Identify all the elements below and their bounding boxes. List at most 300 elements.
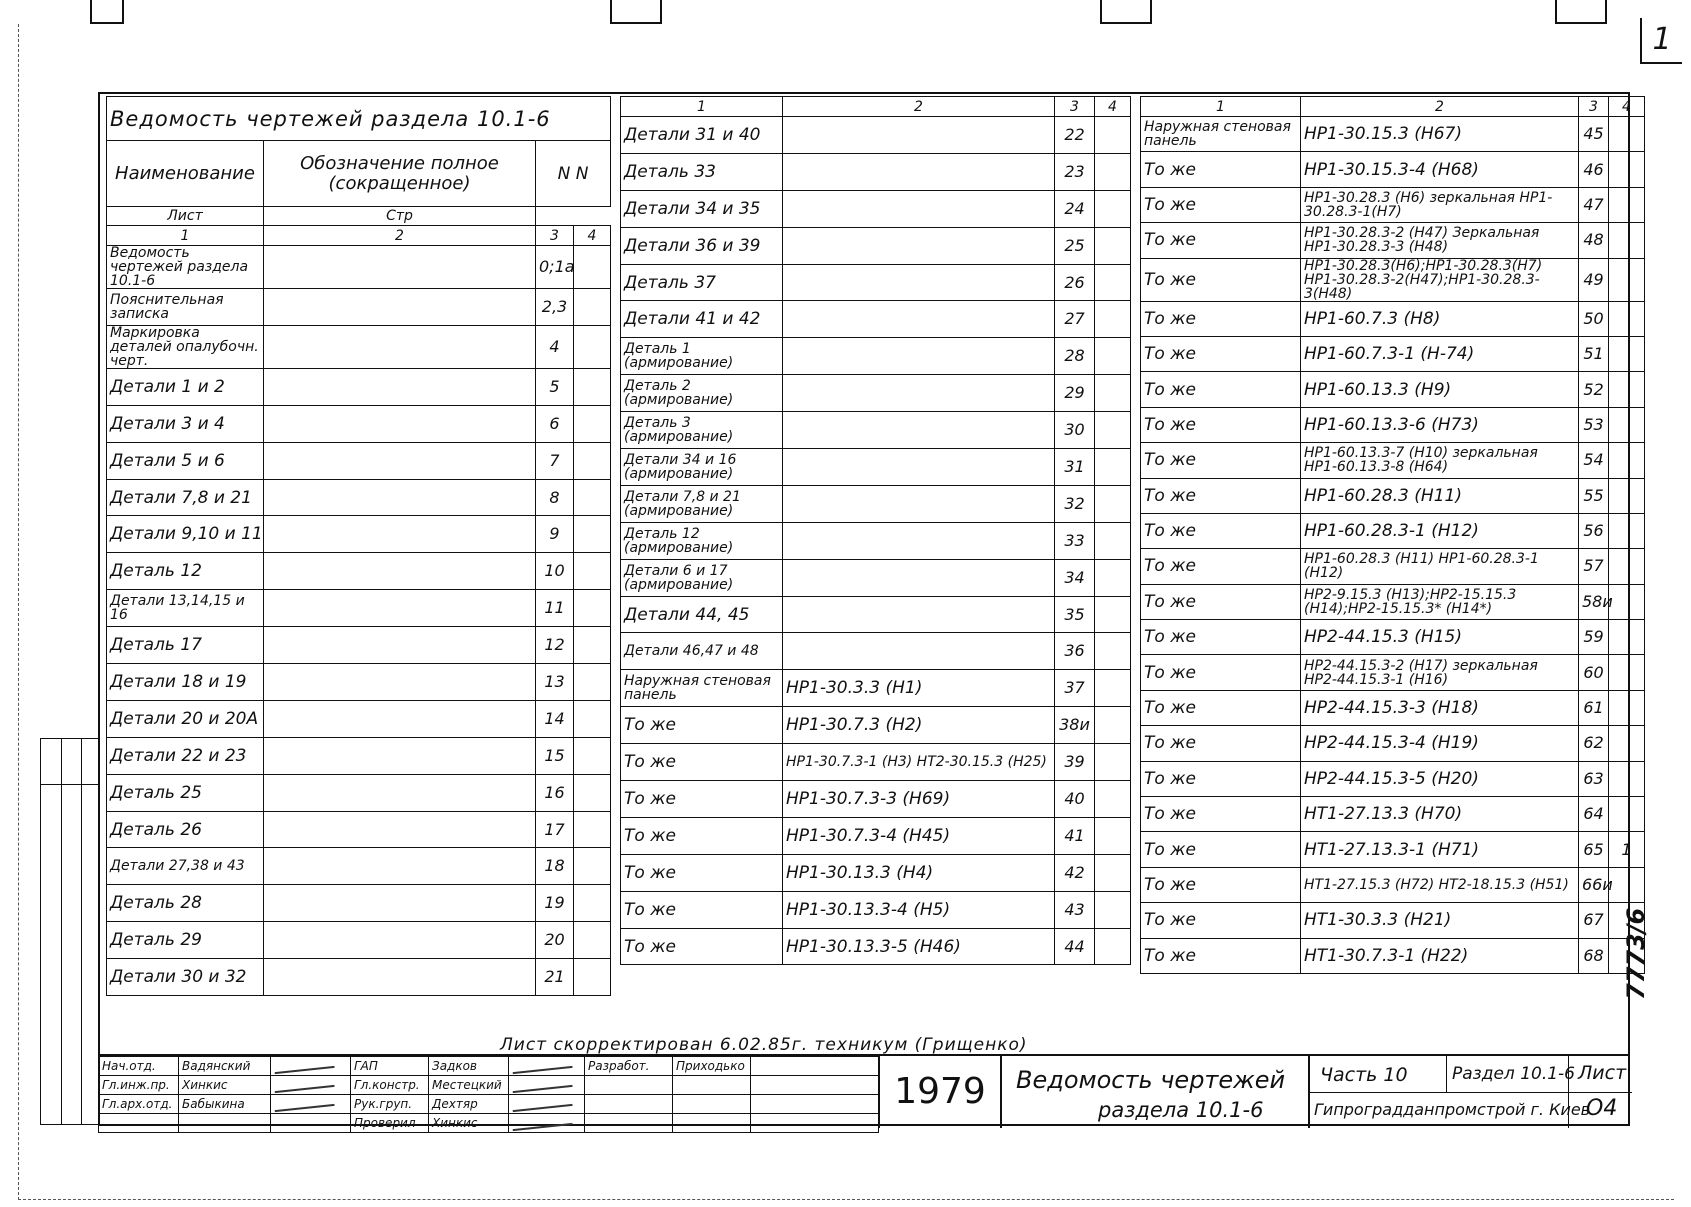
table-row xyxy=(107,590,611,627)
row-sheet-number: 11 xyxy=(536,590,574,627)
row-name: Детали 41 и 42 xyxy=(621,301,783,338)
row-designation xyxy=(264,737,536,774)
row-page-number xyxy=(574,811,611,848)
table-row xyxy=(621,891,1131,928)
row-designation xyxy=(783,633,1055,670)
row-sheet-number: 50 xyxy=(1579,301,1609,336)
row-page-number xyxy=(1095,227,1131,264)
stamp-right xyxy=(1308,1056,1632,1128)
signature-name: Хинкис xyxy=(429,1114,509,1133)
row-designation: НР1-60.13.3 (Н9) xyxy=(1301,372,1579,407)
empty-cell xyxy=(751,1076,879,1095)
row-sheet-number: 13 xyxy=(536,664,574,701)
table-row xyxy=(1141,620,1645,655)
row-name: То же xyxy=(621,817,783,854)
row-sheet-number: 31 xyxy=(1055,449,1095,486)
table-row xyxy=(621,485,1131,522)
row-designation: НР2-44.15.3-4 (Н19) xyxy=(1301,726,1579,761)
signature-role: ГАП xyxy=(351,1057,429,1076)
developer-name: Приходько xyxy=(673,1057,751,1076)
row-sheet-number: 56 xyxy=(1579,513,1609,548)
table-row xyxy=(1141,867,1645,902)
table-row xyxy=(1141,152,1645,187)
table-row xyxy=(107,479,611,516)
row-designation xyxy=(783,596,1055,633)
table-row xyxy=(107,700,611,737)
table-row xyxy=(107,885,611,922)
row-designation: НТ1-27.13.3 (Н70) xyxy=(1301,797,1579,832)
row-designation: НР1-30.3.3 (Н1) xyxy=(783,670,1055,707)
row-sheet-number: 54 xyxy=(1579,443,1609,478)
drawings-list-table-left xyxy=(106,96,611,996)
row-page-number xyxy=(1095,744,1131,781)
row-designation: НР1-60.13.3-7 (Н10) зеркальная НР1-60.13.3-8 (Н64) xyxy=(1301,443,1579,478)
row-page-number xyxy=(574,664,611,701)
row-designation xyxy=(783,375,1055,412)
archive-code: 7773/6 xyxy=(1622,907,1650,1000)
row-name: Детали 34 и 16 (армирование) xyxy=(621,449,783,486)
table-row xyxy=(1141,549,1645,584)
row-name: Детали 13,14,15 и 16 xyxy=(107,590,264,627)
row-name: То же xyxy=(1141,761,1301,796)
row-designation xyxy=(783,301,1055,338)
table-row xyxy=(621,227,1131,264)
row-sheet-number: 44 xyxy=(1055,928,1095,965)
row-sheet-number: 17 xyxy=(536,811,574,848)
table-row xyxy=(107,959,611,996)
row-page-number xyxy=(574,774,611,811)
signature-mark xyxy=(271,1114,351,1133)
row-page-number xyxy=(574,700,611,737)
row-page-number xyxy=(1609,117,1645,152)
row-name: То же xyxy=(1141,187,1301,222)
column-number: 2 xyxy=(1301,97,1579,117)
empty-cell xyxy=(751,1057,879,1076)
row-name: Деталь 29 xyxy=(107,922,264,959)
title-block xyxy=(98,1054,1630,1128)
signature-mark xyxy=(271,1076,351,1095)
row-sheet-number: 34 xyxy=(1055,559,1095,596)
signature-role xyxy=(99,1114,179,1133)
row-name: То же xyxy=(1141,549,1301,584)
table-row xyxy=(621,190,1131,227)
row-designation xyxy=(264,664,536,701)
signatures-table xyxy=(98,1056,879,1133)
row-designation xyxy=(264,590,536,627)
table-row xyxy=(621,412,1131,449)
row-sheet-number: 52 xyxy=(1579,372,1609,407)
column-number: 4 xyxy=(1609,97,1645,117)
row-page-number xyxy=(574,516,611,553)
stamp-organization: Гипроградданпромстрой г. Киев xyxy=(1314,1100,1591,1119)
row-page-number xyxy=(574,922,611,959)
row-designation: НР1-30.7.3-4 (Н45) xyxy=(783,817,1055,854)
row-page-number xyxy=(574,479,611,516)
row-designation xyxy=(783,449,1055,486)
table-row xyxy=(1141,187,1645,222)
row-sheet-number: 67 xyxy=(1579,903,1609,938)
row-name: То же xyxy=(1141,478,1301,513)
row-name: Детали 18 и 19 xyxy=(107,664,264,701)
row-page-number xyxy=(1609,761,1645,796)
table-row xyxy=(1141,117,1645,152)
table-row xyxy=(107,627,611,664)
row-page-number xyxy=(1095,559,1131,596)
row-designation xyxy=(783,412,1055,449)
row-sheet-number: 57 xyxy=(1579,549,1609,584)
row-name: То же xyxy=(1141,797,1301,832)
row-sheet-number: 58и xyxy=(1579,584,1609,619)
row-page-number xyxy=(1609,152,1645,187)
row-page-number xyxy=(574,590,611,627)
stamp-year: 1979 xyxy=(878,1056,1002,1128)
row-designation xyxy=(783,485,1055,522)
row-designation xyxy=(783,264,1055,301)
row-page-number xyxy=(1609,797,1645,832)
table-row xyxy=(1141,761,1645,796)
signature-name xyxy=(179,1114,271,1133)
table-row xyxy=(621,375,1131,412)
table-row xyxy=(107,811,611,848)
table-row xyxy=(621,744,1131,781)
row-name: Деталь 33 xyxy=(621,153,783,190)
row-name: То же xyxy=(621,928,783,965)
stamp-section: Раздел 10.1-6 xyxy=(1452,1064,1575,1084)
table-row xyxy=(621,338,1131,375)
row-name: Детали 46,47 и 48 xyxy=(621,633,783,670)
row-designation xyxy=(783,190,1055,227)
signature-name: Хинкис xyxy=(179,1076,271,1095)
signature-name: Задков xyxy=(429,1057,509,1076)
row-page-number xyxy=(1095,449,1131,486)
row-name: Пояснительная записка xyxy=(107,289,264,326)
table-row xyxy=(1141,372,1645,407)
table-row xyxy=(1141,443,1645,478)
row-page-number xyxy=(1095,928,1131,965)
empty-cell xyxy=(751,1095,879,1114)
row-page-number xyxy=(574,737,611,774)
row-page-number xyxy=(1609,478,1645,513)
table-row xyxy=(1141,903,1645,938)
row-name: То же xyxy=(1141,258,1301,301)
row-page-number xyxy=(1609,301,1645,336)
signature-role: Нач.отд. xyxy=(99,1057,179,1076)
row-sheet-number: 22 xyxy=(1055,117,1095,154)
row-page-number xyxy=(1095,854,1131,891)
row-designation xyxy=(264,405,536,442)
empty-cell xyxy=(585,1114,673,1133)
row-page-number xyxy=(1095,153,1131,190)
row-sheet-number: 12 xyxy=(536,627,574,664)
signature-role: Гл.констр. xyxy=(351,1076,429,1095)
column-number: 1 xyxy=(1141,97,1301,117)
column-number: 1 xyxy=(621,97,783,117)
row-name: То же xyxy=(1141,903,1301,938)
column-number: 2 xyxy=(783,97,1055,117)
row-name: То же xyxy=(621,891,783,928)
row-page-number xyxy=(1609,443,1645,478)
table-row xyxy=(621,707,1131,744)
row-sheet-number: 48 xyxy=(1579,223,1609,258)
stamp-title-line2: раздела 10.1-6 xyxy=(1098,1098,1264,1122)
row-sheet-number: 24 xyxy=(1055,190,1095,227)
table-row xyxy=(1141,797,1645,832)
table-row xyxy=(1141,258,1645,301)
row-name: То же xyxy=(1141,655,1301,690)
row-name: То же xyxy=(1141,372,1301,407)
row-page-number xyxy=(1609,407,1645,442)
row-sheet-number: 9 xyxy=(536,516,574,553)
row-page-number xyxy=(574,325,611,368)
column-numbers-row xyxy=(107,226,611,246)
binding-tab-left xyxy=(90,0,124,24)
table-row xyxy=(621,781,1131,818)
row-sheet-number: 6 xyxy=(536,405,574,442)
left-binding-strip xyxy=(40,738,99,1125)
stamp-sheet-label: Лист xyxy=(1578,1062,1627,1084)
row-designation: НР2-44.15.3-3 (Н18) xyxy=(1301,690,1579,725)
row-page-number xyxy=(574,368,611,405)
row-name: Детали 22 и 23 xyxy=(107,737,264,774)
row-sheet-number: 33 xyxy=(1055,522,1095,559)
row-designation xyxy=(264,811,536,848)
empty-cell xyxy=(673,1114,751,1133)
table-row xyxy=(1141,938,1645,973)
row-page-number xyxy=(574,405,611,442)
row-sheet-number: 18 xyxy=(536,848,574,885)
row-name: Деталь 1 (армирование) xyxy=(621,338,783,375)
row-name: Детали 7,8 и 21 (армирование) xyxy=(621,485,783,522)
row-name: То же xyxy=(1141,443,1301,478)
row-page-number xyxy=(574,627,611,664)
row-designation xyxy=(264,368,536,405)
row-sheet-number: 27 xyxy=(1055,301,1095,338)
table-row xyxy=(107,553,611,590)
row-sheet-number: 43 xyxy=(1055,891,1095,928)
table-row xyxy=(1141,407,1645,442)
row-page-number xyxy=(1095,338,1131,375)
row-sheet-number: 14 xyxy=(536,700,574,737)
table-row xyxy=(1141,478,1645,513)
row-sheet-number: 68 xyxy=(1579,938,1609,973)
row-sheet-number: 8 xyxy=(536,479,574,516)
table-row xyxy=(1141,690,1645,725)
row-page-number xyxy=(1095,375,1131,412)
row-designation xyxy=(783,117,1055,154)
row-name: То же xyxy=(1141,832,1301,867)
row-name: То же xyxy=(1141,407,1301,442)
signature-mark xyxy=(271,1057,351,1076)
row-name: То же xyxy=(621,707,783,744)
row-name: Деталь 2 (армирование) xyxy=(621,375,783,412)
binding-tab-far xyxy=(1555,0,1607,24)
row-name: То же xyxy=(621,854,783,891)
row-sheet-number: 35 xyxy=(1055,596,1095,633)
row-designation: НР1-60.7.3 (Н8) xyxy=(1301,301,1579,336)
table-row xyxy=(1141,584,1645,619)
table-row xyxy=(107,368,611,405)
row-name: Детали 44, 45 xyxy=(621,596,783,633)
row-designation xyxy=(783,522,1055,559)
table-row xyxy=(621,633,1131,670)
row-name: То же xyxy=(1141,584,1301,619)
row-page-number xyxy=(1095,633,1131,670)
row-designation xyxy=(264,289,536,326)
table-row xyxy=(1141,513,1645,548)
row-sheet-number: 7 xyxy=(536,442,574,479)
table-row xyxy=(621,264,1131,301)
row-page-number xyxy=(1609,726,1645,761)
column-number: 3 xyxy=(1579,97,1609,117)
row-name: То же xyxy=(621,744,783,781)
row-name: Деталь 3 (армирование) xyxy=(621,412,783,449)
row-sheet-number: 59 xyxy=(1579,620,1609,655)
row-name: То же xyxy=(1141,938,1301,973)
table-row xyxy=(107,289,611,326)
row-page-number xyxy=(1095,817,1131,854)
row-designation xyxy=(783,153,1055,190)
table-row xyxy=(107,405,611,442)
column-number: 3 xyxy=(1055,97,1095,117)
table-row xyxy=(621,817,1131,854)
row-name: То же xyxy=(1141,301,1301,336)
row-name: Наружная стеновая панель xyxy=(621,670,783,707)
header-name: Наименование xyxy=(107,141,264,207)
row-designation: НР1-30.15.3 (Н67) xyxy=(1301,117,1579,152)
signature-mark xyxy=(509,1095,585,1114)
row-designation: НТ1-27.13.3-1 (Н71) xyxy=(1301,832,1579,867)
row-sheet-number: 51 xyxy=(1579,336,1609,371)
correction-note: Лист скорректирован 6.02.85г. техникум (Грищенко) xyxy=(500,1035,1028,1055)
empty-cell xyxy=(673,1095,751,1114)
row-name: Детали 1 и 2 xyxy=(107,368,264,405)
row-name: Деталь 28 xyxy=(107,885,264,922)
row-name: То же xyxy=(621,781,783,818)
row-name: Детали 34 и 35 xyxy=(621,190,783,227)
row-sheet-number: 28 xyxy=(1055,338,1095,375)
row-designation: НР1-30.28.3(Н6);НР1-30.28.3(Н7) НР1-30.28.3-2(Н47);НР1-30.28.3-3(Н48) xyxy=(1301,258,1579,301)
row-sheet-number: 23 xyxy=(1055,153,1095,190)
row-designation: НР1-60.13.3-6 (Н73) xyxy=(1301,407,1579,442)
row-name: Детали 9,10 и 11 xyxy=(107,516,264,553)
row-designation xyxy=(783,338,1055,375)
row-designation: НР1-60.28.3-1 (Н12) xyxy=(1301,513,1579,548)
signature-role: Проверил xyxy=(351,1114,429,1133)
developer-label: Разработ. xyxy=(585,1057,673,1076)
row-designation: НР1-30.13.3 (Н4) xyxy=(783,854,1055,891)
header-designation: Обозначение полное (сокращенное) xyxy=(264,141,536,207)
row-name: То же xyxy=(1141,867,1301,902)
row-sheet-number: 47 xyxy=(1579,187,1609,222)
row-designation xyxy=(264,553,536,590)
signature-name: Бабыкина xyxy=(179,1095,271,1114)
column-number: 4 xyxy=(574,226,611,246)
row-designation xyxy=(264,885,536,922)
table-row xyxy=(107,516,611,553)
binding-tab-right xyxy=(1100,0,1152,24)
row-designation xyxy=(264,516,536,553)
row-page-number xyxy=(574,553,611,590)
row-designation: НТ1-30.7.3-1 (Н22) xyxy=(1301,938,1579,973)
row-sheet-number: 20 xyxy=(536,922,574,959)
row-page-number xyxy=(574,848,611,885)
list-title: Ведомость чертежей раздела 10.1-6 xyxy=(107,97,611,141)
row-page-number xyxy=(574,246,611,289)
row-sheet-number: 49 xyxy=(1579,258,1609,301)
row-sheet-number: 0;1а xyxy=(536,246,574,289)
row-page-number xyxy=(574,289,611,326)
row-designation xyxy=(783,227,1055,264)
signature-role: Рук.груп. xyxy=(351,1095,429,1114)
signature-mark xyxy=(509,1076,585,1095)
row-name: Деталь 37 xyxy=(621,264,783,301)
row-page-number xyxy=(574,885,611,922)
row-sheet-number: 66и xyxy=(1579,867,1609,902)
signature-row xyxy=(99,1057,879,1076)
stamp-part: Часть 10 xyxy=(1320,1064,1408,1086)
row-designation xyxy=(264,922,536,959)
row-page-number xyxy=(1095,707,1131,744)
row-page-number xyxy=(1095,117,1131,154)
table-row xyxy=(1141,726,1645,761)
row-designation: НР2-44.15.3-5 (Н20) xyxy=(1301,761,1579,796)
signature-name: Дехтяр xyxy=(429,1095,509,1114)
row-designation xyxy=(264,774,536,811)
signature-name: Вадянский xyxy=(179,1057,271,1076)
row-designation xyxy=(264,325,536,368)
signature-row xyxy=(99,1076,879,1095)
empty-cell xyxy=(673,1076,751,1095)
row-designation: НР1-30.28.3 (Н6) зеркальная НР1-30.28.3-1(Н7) xyxy=(1301,187,1579,222)
table-row xyxy=(107,922,611,959)
row-page-number xyxy=(1095,891,1131,928)
table-row xyxy=(621,522,1131,559)
column-number: 3 xyxy=(536,226,574,246)
table-row xyxy=(621,153,1131,190)
row-sheet-number: 39 xyxy=(1055,744,1095,781)
row-designation xyxy=(264,479,536,516)
row-designation: НР1-30.7.3-1 (Н3) НТ2-30.15.3 (Н25) xyxy=(783,744,1055,781)
row-designation: НР1-30.13.3-4 (Н5) xyxy=(783,891,1055,928)
row-page-number xyxy=(1095,412,1131,449)
row-designation: НР2-44.15.3-2 (Н17) зеркальная НР2-44.15.3-1 (Н16) xyxy=(1301,655,1579,690)
row-sheet-number: 10 xyxy=(536,553,574,590)
table-row xyxy=(621,117,1131,154)
row-sheet-number: 21 xyxy=(536,959,574,996)
row-sheet-number: 32 xyxy=(1055,485,1095,522)
table-row xyxy=(1141,301,1645,336)
table-row xyxy=(1141,223,1645,258)
row-sheet-number: 25 xyxy=(1055,227,1095,264)
row-name: Деталь 25 xyxy=(107,774,264,811)
row-page-number xyxy=(574,442,611,479)
row-name: То же xyxy=(1141,726,1301,761)
row-sheet-number: 29 xyxy=(1055,375,1095,412)
signature-row xyxy=(99,1095,879,1114)
corner-sheet-number: 1 xyxy=(1640,18,1682,64)
row-sheet-number: 62 xyxy=(1579,726,1609,761)
row-sheet-number: 45 xyxy=(1579,117,1609,152)
row-sheet-number: 53 xyxy=(1579,407,1609,442)
row-sheet-number: 63 xyxy=(1579,761,1609,796)
row-sheet-number: 46 xyxy=(1579,152,1609,187)
column-numbers-row xyxy=(1141,97,1645,117)
row-designation: НР1-30.7.3-3 (Н69) xyxy=(783,781,1055,818)
row-designation: НР1-30.15.3-4 (Н68) xyxy=(1301,152,1579,187)
empty-cell xyxy=(751,1114,879,1133)
table-row xyxy=(107,442,611,479)
signature-mark xyxy=(271,1095,351,1114)
